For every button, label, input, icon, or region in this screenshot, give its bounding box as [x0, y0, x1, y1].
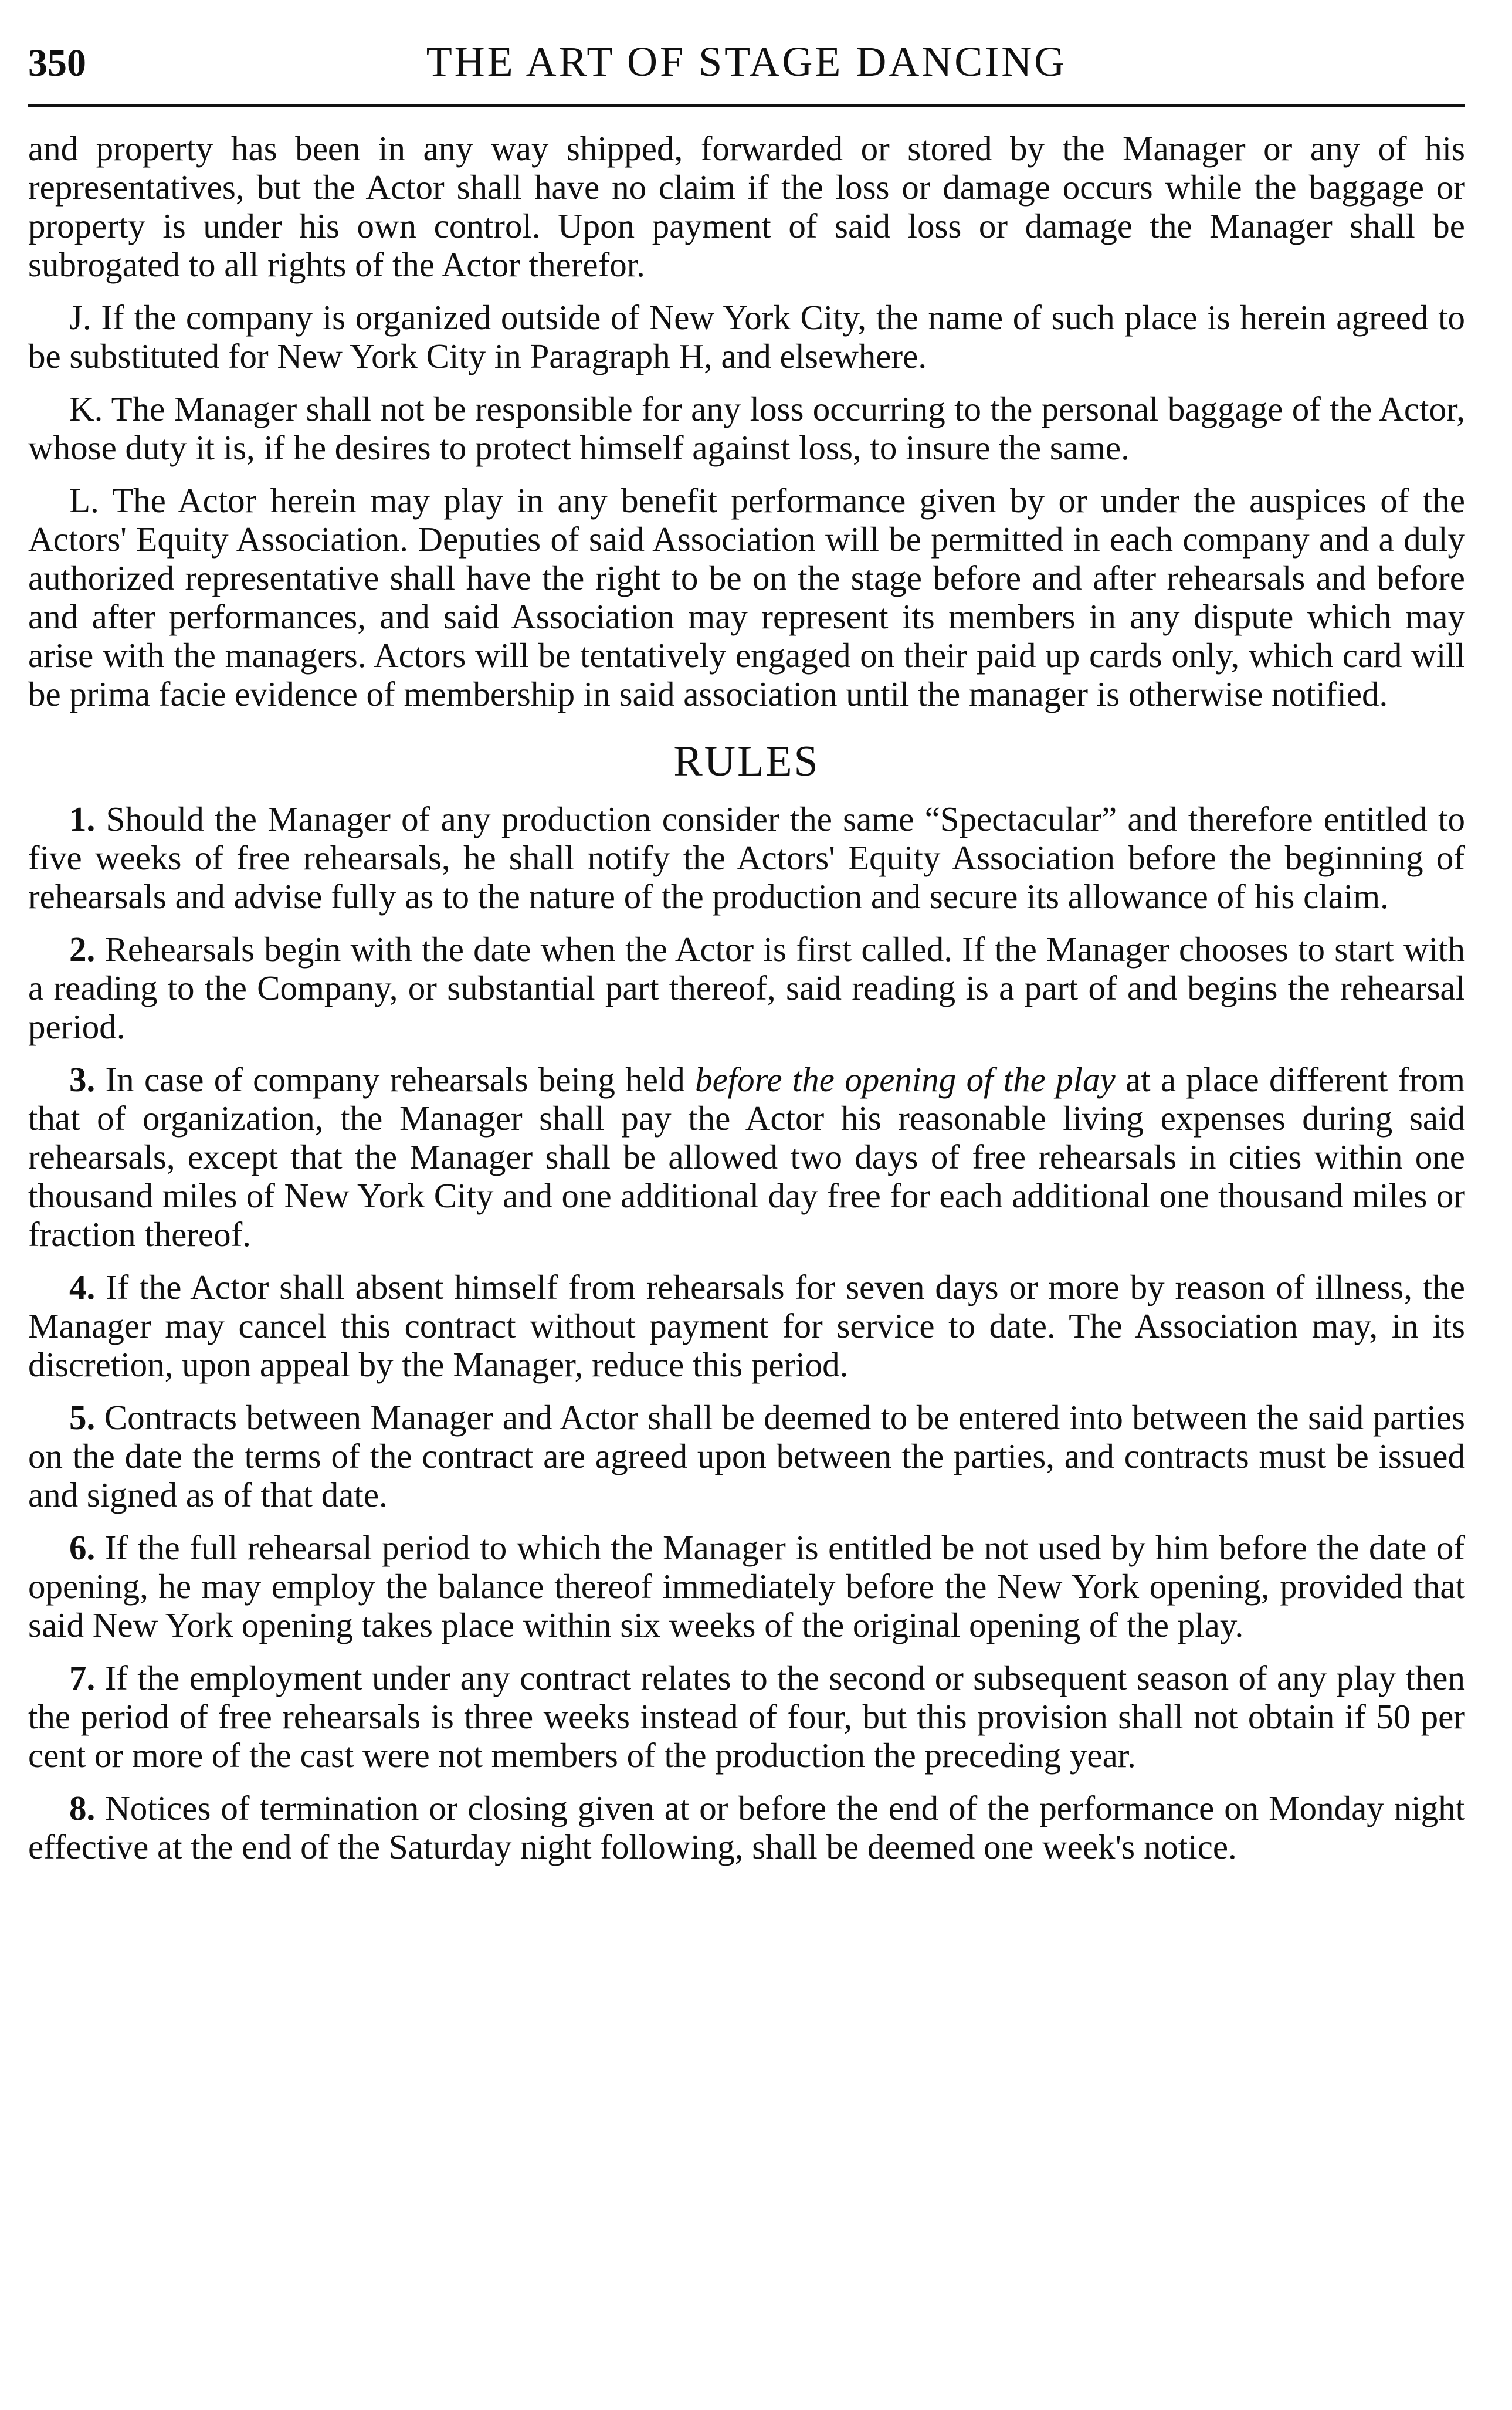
rule-text: at a place different from that of organization, the Manager shall pay the Actor his reasonable living expenses during said rehearsals, except that the Manager shall be allowed two days of free rehearsals in cities within one thousand miles of New York City and one additional day free for each additional one thousand miles or fraction thereof.	[28, 1060, 1466, 1254]
rule-number: 8.	[69, 1789, 96, 1827]
rule-text: Notices of termination or closing given at or before the end of the performance on Monday night effective at the end of the Saturday night following, shall be deemed one week's notice.	[28, 1789, 1466, 1866]
rule-number: 5.	[69, 1398, 96, 1437]
book-page	[28, 35, 1465, 2376]
page-header	[28, 35, 1465, 106]
rule-2	[28, 930, 1465, 1046]
rule-5	[28, 1398, 1465, 1514]
rule-text: If the full rehearsal period to which the Manager is entitled be not used by him before the date of opening, he may employ the balance thereof immediately before the New York opening, provided that said New York opening takes place within six weeks of the original opening of the play.	[28, 1528, 1465, 1644]
rules-heading: RULES	[673, 737, 820, 786]
paragraph-j: J. If the company is organized outside of New York City, the name of such place is herein agreed to be substituted for New York City in Paragraph H, and elsewhere.	[28, 298, 1465, 375]
header-divider	[28, 104, 1465, 107]
rule-text: In case of company rehearsals being held	[105, 1060, 685, 1099]
rule-number: 6.	[69, 1528, 96, 1567]
continued-paragraph: and property has been in any way shipped, forwarded or stored by the Manager or any of his representatives, but the Actor shall have no claim if the loss or damage occurs while the baggage or property is under his own control. Upon payment of said loss or damage the Manager shall be subrogated to all rights of the Actor therefor.	[28, 129, 1465, 284]
page-number: 350	[28, 42, 86, 84]
running-title: THE ART OF STAGE DANCING	[426, 38, 1067, 85]
rule-number: 1.	[69, 800, 96, 838]
rule-8	[28, 1789, 1465, 1866]
rule-number: 4.	[69, 1268, 96, 1306]
rule-6	[28, 1528, 1465, 1644]
rule-text: If the Actor shall absent himself from rehearsals for seven days or more by reason of illness, the Manager may cancel this contract without payment for service to date. The Association may, in its discretion, upon appeal by the Manager, reduce this period.	[28, 1268, 1465, 1384]
rule-text: Rehearsals begin with the date when the Actor is first called. If the Manager chooses to start with a reading to the Company, or substantial part thereof, said reading is a part of and begins the rehearsal period.	[28, 930, 1465, 1046]
rule-4	[28, 1268, 1465, 1384]
rule-text-emphasis: before the opening of the play	[695, 1060, 1116, 1099]
rule-number: 2.	[69, 930, 96, 969]
rule-number: 3.	[69, 1060, 96, 1099]
rule-text: Should the Manager of any production consider the same “Spectacular” and therefore entitled to five weeks of free rehearsals, he shall notify the Actors' Equity Association before the beginning of rehearsals and advise fully as to the nature of the production and secure its allowance of his claim.	[28, 800, 1466, 916]
paragraph-l: L. The Actor herein may play in any benefit performance given by or under the auspices of the Actors' Equity Association. Deputies of said Association will be permitted in each company and a duly authorized representative shall have the right to be on the stage before and after rehearsals and before and after performances, and said Association may represent its members in any dispute which may arise with the managers. Actors will be tentatively engaged on their paid up cards only, which card will be prima facie evidence of membership in said association until the manager is otherwise notified.	[28, 481, 1465, 713]
rule-1	[28, 800, 1465, 916]
rule-text: If the employment under any contract relates to the second or subsequent season of any play then the period of free rehearsals is three weeks instead of four, but this provision shall not obtain if 50 per cent or more of the cast were not members of the production the preceding year.	[28, 1658, 1465, 1775]
paragraph-k: K. The Manager shall not be responsible for any loss occurring to the personal baggage of the Actor, whose duty it is, if he desires to protect himself against loss, to insure the same.	[28, 390, 1465, 467]
rule-text: Contracts between Manager and Actor shall be deemed to be entered into between the said parties on the date the terms of the contract are agreed upon between the parties, and contracts must be issued and signed as of that date.	[28, 1398, 1465, 1514]
rule-number: 7.	[69, 1658, 96, 1697]
rule-7	[28, 1658, 1465, 1775]
page-body	[28, 129, 1465, 1880]
rule-3	[28, 1060, 1465, 1254]
